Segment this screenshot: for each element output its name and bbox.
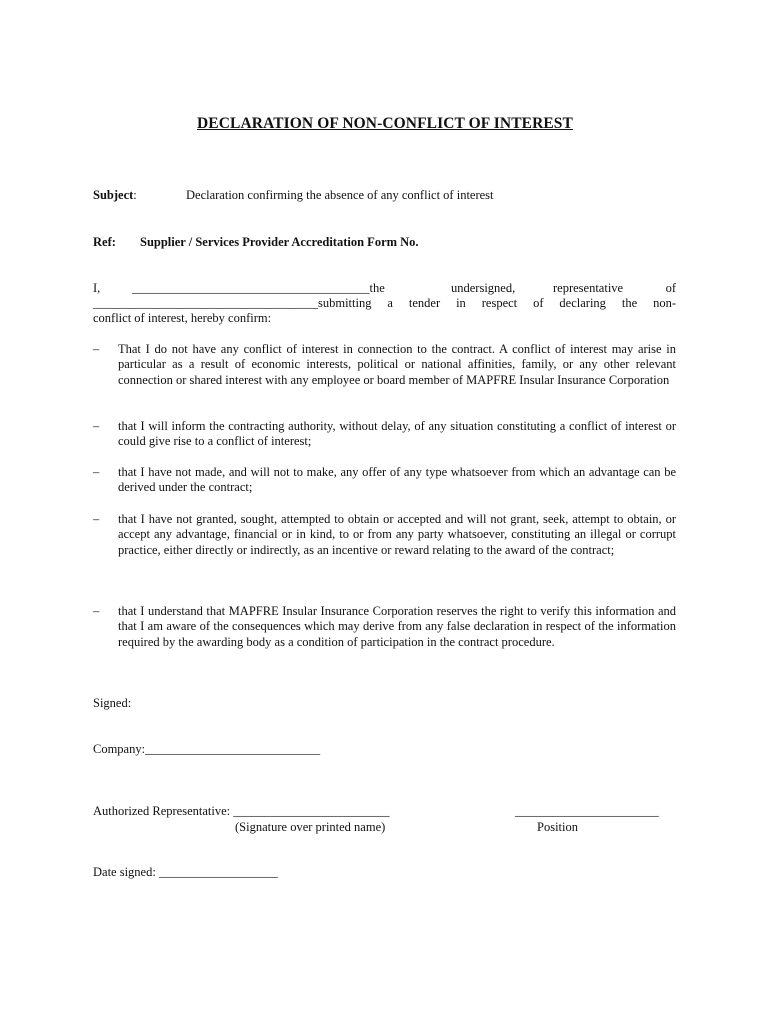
bullet-item: That I do not have any conflict of interest in connection to the contract. A conflict of interest may arise in particular as a result of economic interests, political or national affinities, family, or any other relevant connection or shared interest with any employee or board member of MAPFRE Insular Insurance Corporation — [118, 342, 676, 387]
position-caption: Position — [537, 820, 578, 834]
intro-line-2: ____________________________________submitting a tender in respect of declaring the non- — [93, 296, 676, 310]
bullet-dash: – — [93, 419, 100, 433]
intro-line-1 — [93, 281, 676, 297]
intro-blank-1: ______________________________________the — [132, 281, 385, 295]
bullet-item: that I have not granted, sought, attempted to obtain or accepted and will not grant, seek, attempt to obtain, or accept any advantage, financial or in kind, to or from any party whatsoever, constituting an illegal or corrupt practice, either directly or indirectly, as an incentive or reward relating to the award of the contract; — [118, 512, 676, 557]
date-signed-field: Date signed: ___________________ — [93, 865, 278, 879]
signed-label: Signed: — [93, 696, 132, 710]
company-field: Company:____________________________ — [93, 742, 321, 756]
intro-word-of: of — [665, 281, 676, 295]
signature-caption: (Signature over printed name) — [235, 820, 386, 834]
intro-word-undersigned: undersigned, — [451, 281, 516, 295]
ref-text: Supplier / Services Provider Accreditation Form No. — [140, 235, 419, 249]
subject-label: Subject — [93, 188, 134, 202]
document-title: DECLARATION OF NON-CONFLICT OF INTEREST — [197, 115, 573, 132]
subject-row — [93, 188, 137, 203]
bullet-item: that I will inform the contracting authority, without delay, of any situation constituting a conflict of interest or could give rise to a conflict of interest; — [118, 419, 676, 449]
bullet-dash: – — [93, 465, 100, 479]
position-field: _______________________ — [515, 804, 659, 818]
subject-colon: : — [133, 188, 137, 202]
bullet-dash: – — [93, 512, 100, 526]
intro-line-3: conflict of interest, hereby confirm: — [93, 311, 272, 325]
bullet-dash: – — [93, 342, 100, 356]
authorized-representative-field: Authorized Representative: _________________________ — [93, 804, 390, 818]
intro-word-representative: representative — [553, 281, 624, 295]
bullet-dash: – — [93, 604, 100, 618]
subject-text: Declaration confirming the absence of any conflict of interest — [186, 188, 494, 202]
intro-i: I, — [93, 281, 101, 295]
bullet-item: that I have not made, and will not to make, any offer of any type whatsoever from which an advantage can be derived under the contract; — [118, 465, 676, 495]
ref-label: Ref: — [93, 235, 116, 249]
bullet-item: that I understand that MAPFRE Insular Insurance Corporation reserves the right to verify this information and that I am aware of the consequences which may derive from any false declaration in respect of the information required by the awarding body as a condition of participation in the contract procedure. — [118, 604, 676, 649]
